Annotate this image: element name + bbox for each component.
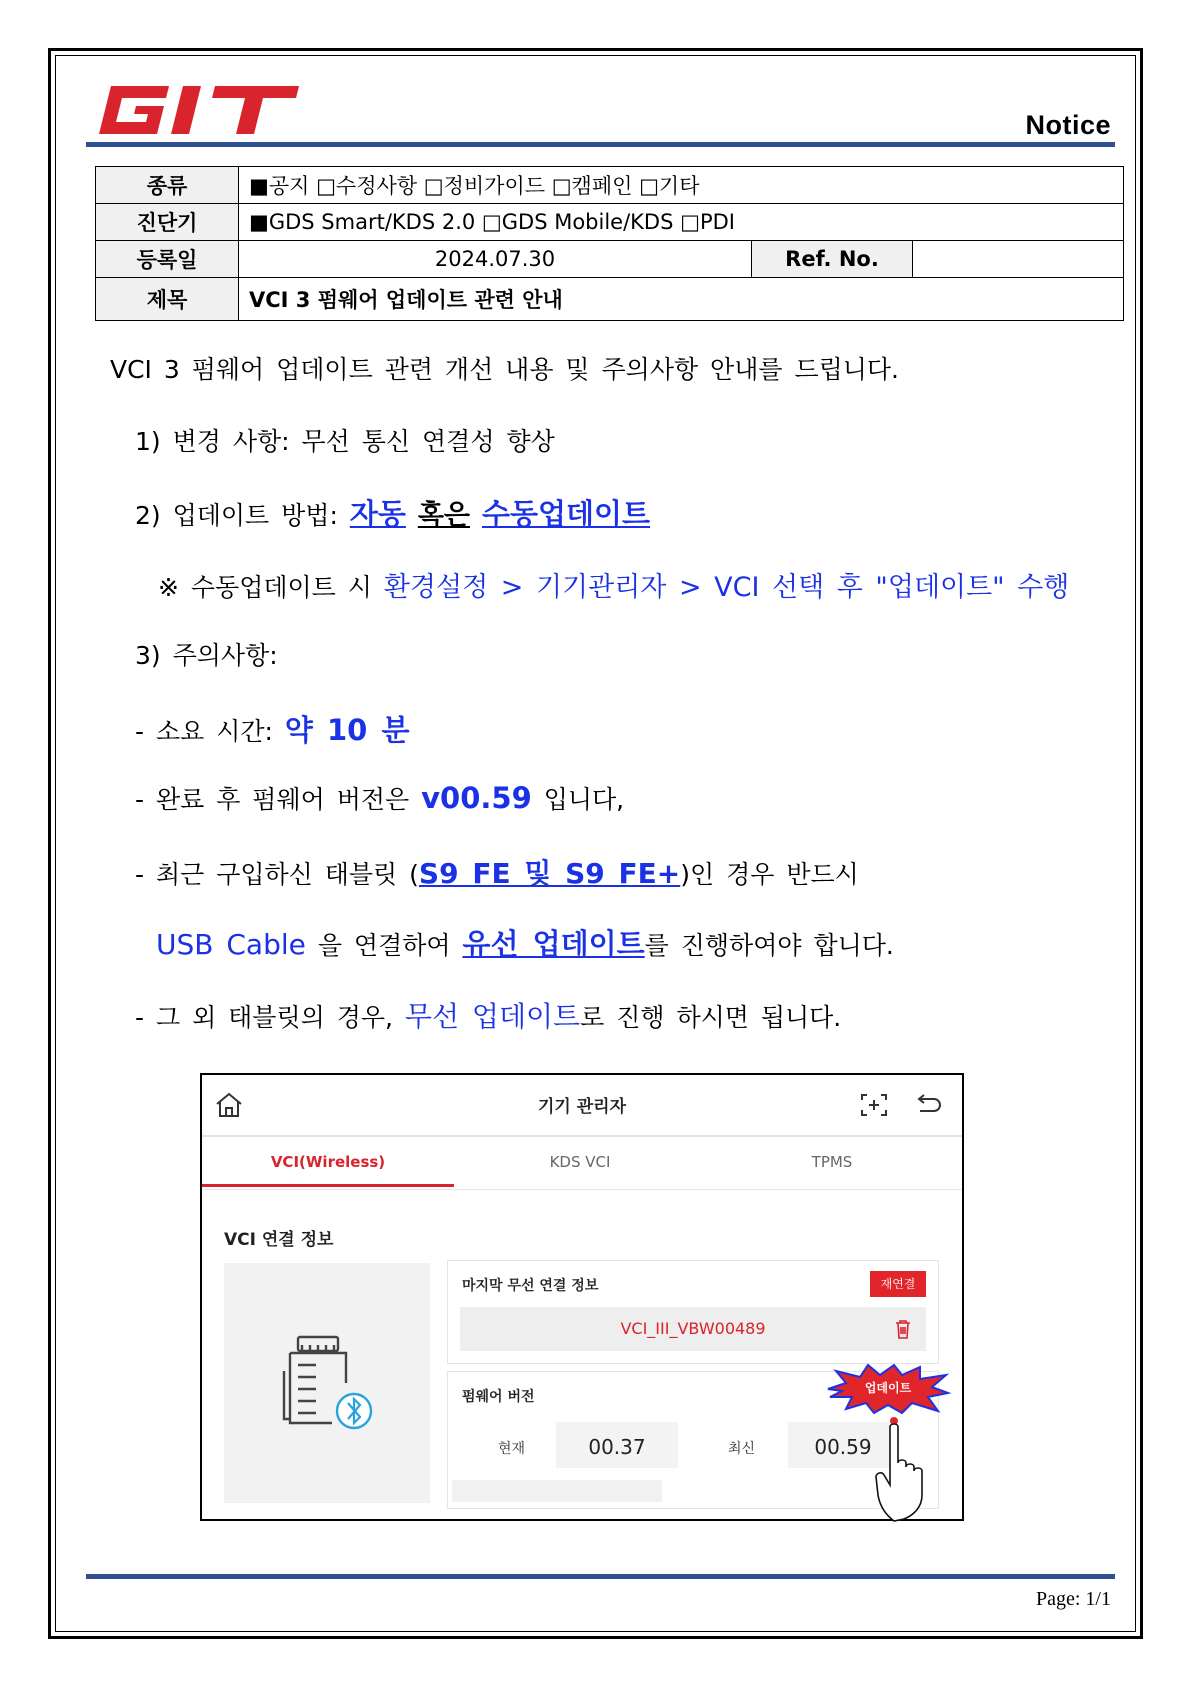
page-number: Page: 1/1: [1036, 1588, 1111, 1610]
intro-text: VCI 3 펌웨어 업데이트 관련 개선 내용 및 주의사항 안내를 드립니다.: [110, 355, 900, 384]
diag-value: ■GDS Smart/KDS 2.0 □GDS Mobile/KDS □PDI: [239, 204, 1124, 241]
item-2-prefix: 2) 업데이트 방법:: [135, 501, 350, 530]
item-2-or: 혹은: [417, 500, 470, 531]
vci-name: VCI_III_VBW00489: [620, 1319, 766, 1338]
device-manager-screenshot: [200, 1073, 964, 1521]
current-label: 현재: [498, 1441, 526, 1457]
last-connection-label: 마지막 무선 연결 정보: [462, 1278, 599, 1294]
firmware-label: 펌웨어 버전: [462, 1389, 535, 1405]
item-3: 3) 주의사항:: [135, 641, 278, 670]
git-logo: [92, 82, 302, 138]
bullet-tablets: [135, 852, 859, 892]
type-value: ■공지 □수정사항 □정비가이드 □캠페인 □기타: [239, 167, 1124, 204]
tab-kds-vci[interactable]: KDS VCI: [549, 1153, 611, 1171]
tab-vci-wireless[interactable]: VCI(Wireless): [202, 1137, 454, 1187]
manual-note: [158, 565, 1069, 604]
ref-label: Ref. No.: [752, 241, 913, 278]
vci-device-panel: [224, 1263, 430, 1503]
bullet-tablets-cont: [156, 922, 894, 963]
note-path: 환경설정 > 기기관리자 > VCI 선택 후 "업데이트" 수행: [383, 572, 1070, 603]
other-suffix: 로 진행 하시면 됩니다.: [580, 1003, 842, 1032]
footer-rule: [86, 1574, 1115, 1579]
vci-info-title: VCI 연결 정보: [224, 1230, 334, 1250]
tablet-models: S9 FE 및 S9 FE+: [418, 857, 681, 890]
title-value: VCI 3 펌웨어 업데이트 관련 안내: [239, 278, 1124, 321]
date-label: 등록일: [96, 241, 239, 278]
tab-bar: [202, 1137, 962, 1190]
ref-value: [913, 241, 1124, 278]
bullet-other: [135, 995, 841, 1035]
header-rule: [86, 142, 1115, 147]
version-value: v00.59: [421, 781, 532, 815]
cable-mid: 을 연결하여: [305, 931, 463, 960]
bullet-duration: [135, 708, 409, 749]
usb-cable: USB Cable: [156, 928, 306, 961]
note-prefix: ※ 수동업데이트 시: [158, 573, 384, 602]
title-label: 제목: [96, 278, 239, 321]
item-2-auto: 자동: [349, 497, 406, 531]
notice-label: Notice: [1025, 110, 1111, 140]
version-suffix: 입니다,: [531, 785, 625, 814]
reconnect-button[interactable]: 재연결: [870, 1271, 926, 1297]
add-device-icon[interactable]: [860, 1093, 888, 1117]
cable-suffix: 를 진행하여야 합니다.: [644, 931, 894, 960]
wireless-update: 무선 업데이트: [404, 1000, 581, 1033]
vci-name-field[interactable]: [460, 1307, 926, 1351]
tablets-prefix: - 최근 구입하신 태블릿 (: [135, 860, 419, 889]
current-version: 00.37: [556, 1422, 678, 1468]
item-2-manual: 수동업데이트: [481, 497, 651, 531]
last-connection-card: [447, 1260, 939, 1364]
tab-tpms[interactable]: TPMS: [811, 1153, 853, 1171]
trash-icon[interactable]: [894, 1319, 912, 1339]
date-value: 2024.07.30: [239, 241, 752, 278]
diag-label: 진단기: [96, 204, 239, 241]
progress-bar: [452, 1480, 662, 1502]
latest-label: 최신: [728, 1441, 756, 1457]
wired-update: 유선 업데이트: [462, 927, 645, 961]
latest-version: 00.59: [788, 1422, 898, 1468]
app-title: 기기 관리자: [537, 1097, 627, 1117]
bullet-version: [135, 780, 624, 816]
other-prefix: - 그 외 태블릿의 경우,: [135, 1003, 405, 1032]
tablets-suffix: )인 경우 반드시: [680, 860, 859, 889]
meta-table: [95, 166, 1124, 321]
item-1: 1) 변경 사항: 무선 통신 연결성 향상: [135, 427, 555, 456]
duration-prefix: - 소요 시간:: [135, 717, 285, 746]
type-label: 종류: [96, 167, 239, 204]
version-prefix: - 완료 후 펌웨어 버전은: [135, 785, 422, 814]
vci-device-icon: [276, 1331, 386, 1441]
duration-value: 약 10 분: [284, 713, 410, 747]
update-badge-text: 업데이트: [864, 1381, 912, 1395]
pointing-hand-icon: [874, 1415, 932, 1525]
back-icon[interactable]: [914, 1093, 942, 1117]
app-header: [202, 1075, 962, 1137]
item-2: [135, 492, 650, 533]
